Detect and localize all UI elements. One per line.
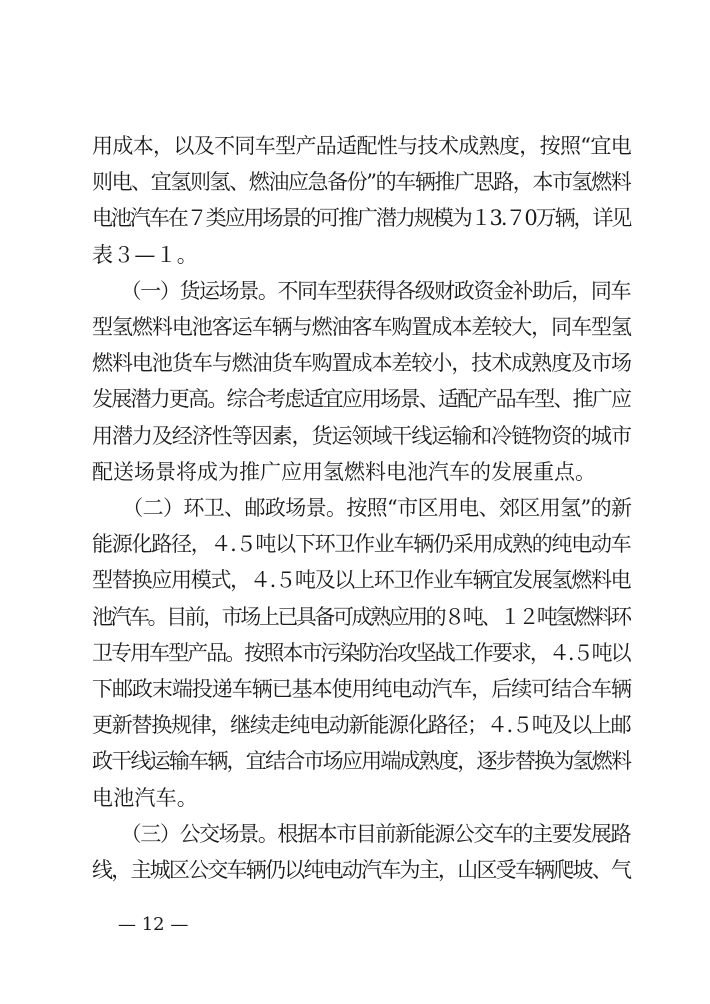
text-line: 用成本，以及不同车型产品适配性与技术成熟度，按照“宜电: [92, 134, 632, 158]
text-line: 型替换应用模式，４.５吨及以上环卫作业车辆宜发展氢燃料电: [92, 568, 631, 593]
text-line: 配送场景将成为推广应用氢燃料电池汽车的发展重点。: [92, 459, 596, 484]
text-line: 政干线运输车辆，宜结合市场应用端成熟度，逐步替换为氢燃料: [92, 749, 631, 774]
page-number: — 12 —: [118, 914, 189, 935]
text-line: 卫专用车型产品。按照本市污染防治攻坚战工作要求，４.５吨以: [92, 640, 630, 665]
text-line: 用潜力及经济性等因素，货运领域干线运输和冷链物资的城市: [92, 423, 631, 448]
text-line: 线，主城区公交车辆仍以纯电动汽车为主，山区受车辆爬坡、气: [92, 858, 631, 882]
text-line: 更新替换规律，继续走纯电动新能源化路径；４.５吨及以上邮: [92, 713, 631, 738]
text-line: （三）公交场景。根据本市目前新能源公交车的主要发展路: [92, 821, 631, 846]
text-line: 发展潜力更高。综合考虑适宜应用场景、适配产品车型、推广应: [92, 387, 631, 412]
text-line: 表３—１。: [92, 242, 198, 267]
text-line: 电池汽车在７类应用场景的可推广潜力规模为１3.７0万辆，详见: [92, 206, 631, 231]
text-line: 下邮政末端投递车辆已基本使用纯电动汽车，后续可结合车辆: [92, 677, 631, 701]
text-line: （二）环卫、邮政场景。按照“市区用电、郊区用氢”的新: [92, 496, 632, 520]
text-line: 能源化路径，４.５吨以下环卫作业车辆仍采用成熟的纯电动车: [92, 532, 631, 557]
text-line: （一）货运场景。不同车型获得各级财政资金补助后，同车: [92, 278, 631, 303]
text-line: 则电、宜氢则氢、燃油应急备份”的车辆推广思路，本市氢燃料: [92, 170, 631, 195]
text-line: 燃料电池货车与燃油货车购置成本差较小，技术成熟度及市场: [92, 351, 631, 376]
text-line: 型氢燃料电池客运车辆与燃油客车购置成本差较大，同车型氢: [92, 315, 631, 339]
text-line: 电池汽车。: [92, 785, 198, 810]
text-line: 池汽车。目前，市场上已具备可成熟应用的８吨、１２吨氢燃料环: [92, 604, 630, 629]
